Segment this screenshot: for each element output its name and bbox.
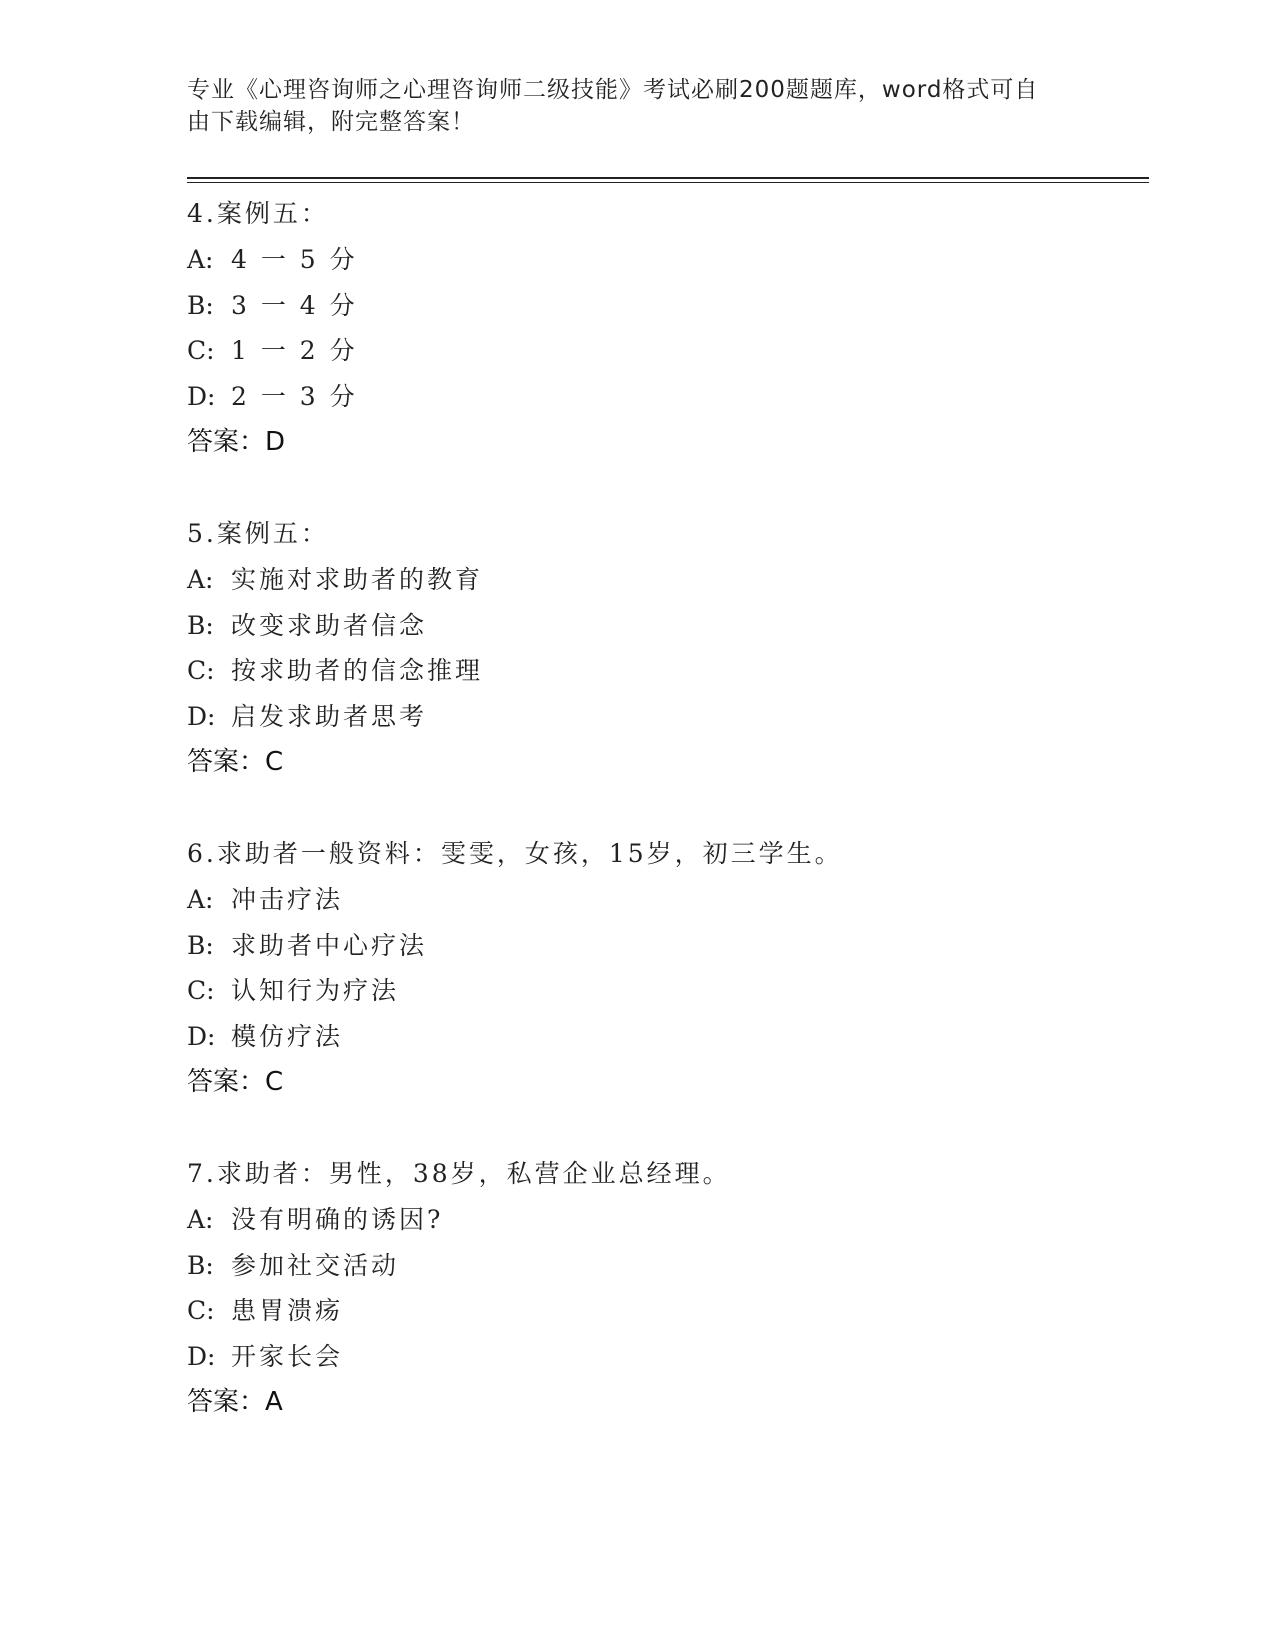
option-text: 求助者中心疗法 — [231, 930, 428, 960]
question-list — [187, 191, 1147, 1471]
option-text: 实施对求助者的教育 — [231, 565, 484, 594]
option-text: 4 一 5 分 — [231, 245, 358, 274]
option-text: 按求助者的信念推理 — [231, 656, 484, 685]
question-title: 7.求助者：男性，38岁，私营企业总经理。 — [187, 1159, 731, 1188]
option-d — [187, 1014, 1147, 1060]
option-key: A: — [187, 245, 214, 274]
option-text: 改变求助者信念 — [231, 610, 428, 640]
option-text: 没有明确的诱因? — [231, 1205, 444, 1234]
option-b — [187, 603, 1147, 649]
question-title: 6.求助者一般资料：雯雯，女孩，15岁，初三学生。 — [187, 839, 843, 868]
option-key: D: — [187, 1021, 216, 1051]
header-divider-thin — [187, 182, 1149, 183]
option-key: A: — [187, 1205, 214, 1234]
question-item — [187, 831, 1147, 1105]
header-divider-thick — [187, 177, 1149, 179]
option-text: 启发求助者思考 — [231, 701, 428, 731]
option-c — [187, 328, 1147, 374]
option-text: 模仿疗法 — [231, 1021, 344, 1051]
header-line-2: 由下载编辑，附完整答案！ — [187, 109, 475, 135]
option-key: C: — [187, 336, 215, 365]
option-b — [187, 923, 1147, 969]
option-text: 参加社交活动 — [231, 1250, 400, 1280]
option-text: 1 一 2 分 — [231, 336, 358, 365]
document-header — [187, 74, 1067, 138]
question-title: 5.案例五： — [187, 519, 329, 548]
option-c — [187, 968, 1147, 1014]
option-text: 2 一 3 分 — [231, 381, 358, 411]
question-item — [187, 1151, 1147, 1425]
option-a — [187, 557, 1147, 603]
option-text: 认知行为疗法 — [231, 976, 400, 1005]
option-a — [187, 237, 1147, 283]
option-key: D: — [187, 1341, 216, 1371]
question-item — [187, 511, 1147, 785]
option-key: B: — [187, 290, 214, 320]
option-key: C: — [187, 976, 215, 1005]
question-title: 4.案例五： — [187, 199, 329, 228]
option-text: 开家长会 — [231, 1341, 344, 1371]
option-d — [187, 374, 1147, 420]
option-key: B: — [187, 610, 214, 640]
option-text: 患胃溃疡 — [231, 1296, 344, 1325]
option-c — [187, 648, 1147, 694]
option-a — [187, 1197, 1147, 1243]
option-key: A: — [187, 565, 214, 594]
option-key: D: — [187, 381, 216, 411]
option-key: C: — [187, 1296, 215, 1325]
option-a — [187, 877, 1147, 923]
option-key: C: — [187, 656, 215, 685]
option-text: 3 一 4 分 — [231, 290, 358, 320]
answer-line: 答案：D — [187, 427, 286, 457]
option-key: D: — [187, 701, 216, 731]
option-b — [187, 283, 1147, 329]
option-c — [187, 1288, 1147, 1334]
option-d — [187, 694, 1147, 740]
header-line-1: 专业《心理咨询师之心理咨询师二级技能》考试必刷200题题库，word格式可自 — [187, 77, 1039, 103]
answer-line: 答案：C — [187, 1067, 284, 1097]
answer-line: 答案：A — [187, 1387, 283, 1417]
option-key: A: — [187, 885, 214, 914]
option-b — [187, 1243, 1147, 1289]
question-item — [187, 191, 1147, 465]
option-key: B: — [187, 1250, 214, 1280]
option-d — [187, 1334, 1147, 1380]
option-key: B: — [187, 930, 214, 960]
option-text: 冲击疗法 — [231, 885, 344, 914]
answer-line: 答案：C — [187, 747, 284, 777]
